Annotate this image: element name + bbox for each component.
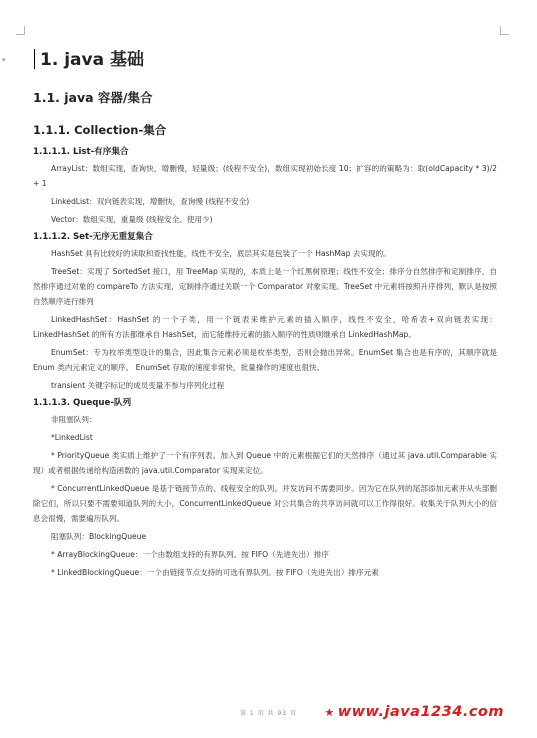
star-icon: ★ xyxy=(324,706,335,719)
paragraph-transient: transient 关键字标记的成员变量不参与序列化过程 xyxy=(51,381,225,390)
paragraph-linkedlist: LinkedList：双向链表实现，增删快，查询慢 (线程不安全) xyxy=(51,197,250,206)
text-cursor xyxy=(34,49,35,69)
paragraph-linkedhashset: LinkedHashSet：HashSet 的一个子类，用一个链表来维护元素的插入顺序，线性不安全，哈希表+双向链表实现：LinkedHashSet 的所有方法都继承自 HashSet，而它能维持元素的插入顺序的性质则继承自 LinkedHashMap。 xyxy=(33,315,497,339)
page-corner-mark-top-right xyxy=(500,26,509,35)
heading-4-list: 1.1.1.1. List-有序集合 xyxy=(33,147,129,157)
paragraph-treeset: TreeSet：实现了 SortedSet 接口，用 TreeMap 实现的，本质上是一个红黑树原理；线性不安全；排序分自然排序和定制排序，自然排序通过对象的 compareTo 方法实现，定制排序通过关联一个 Comparator 对象实现。TreeSet 中元素将按照升序排列，默认是按照自然顺序进行排列 xyxy=(33,267,497,306)
outline-collapse-icon[interactable]: ▾ xyxy=(2,56,6,64)
paragraph-hashset: HashSet 具有比较好的读取和查找性能，线性不安全，底层其实是包装了一个 HashMap 去实现的。 xyxy=(51,249,391,258)
document-page xyxy=(33,48,497,583)
paragraph-priorityqueue: * PriorityQueue 类实质上维护了一个有序列表。加入到 Queue 中的元素根据它们的天然排序（通过其 java.util.Comparable 实现）或者根据传递给构造函数的 java.util.Comparator 实现来定位。 xyxy=(33,451,497,475)
heading-1-text: 1. java 基础 xyxy=(40,50,144,70)
paragraph-enumset: EnumSet：专为枚举类型设计的集合，因此集合元素必须是枚举类型，否则会抛出异常。EnumSet 集合也是有序的，其顺序就是 Enum 类内元素定义的顺序。 EnumSet 存取的速度非常快，批量操作的速度也很快。 xyxy=(33,348,497,372)
heading-2: 1.1. java 容器/集合 xyxy=(33,90,153,105)
paragraph-nonblocking-queue: 非阻塞队列： xyxy=(51,415,97,424)
page-corner-mark-top-left xyxy=(16,26,25,35)
paragraph-arraylist: ArrayList：数组实现，查询快，增删慢，轻量级；(线程不安全)，数组实现初始长度 10；扩容的的策略为：取(oldCapacity * 3)/2 + 1 xyxy=(33,164,497,188)
paragraph-arrayblockingqueue: * ArrayBlockingQueue：一个由数组支持的有界队列。按 FIFO（先进先出）排序 xyxy=(51,550,329,559)
watermark-url: www.java1234.com xyxy=(337,704,504,720)
paragraph-linkedblockingqueue: * LinkedBlockingQueue：一个由链接节点支持的可选有界队列。按 FIFO（先进先出）排序元素 xyxy=(51,568,379,577)
heading-4-queue: 1.1.1.3. Queque-队列 xyxy=(33,398,132,408)
paragraph-blocking-queue: 阻塞队列：BlockingQueue xyxy=(51,532,147,541)
paragraph-linkedlist-queue: *LinkedList xyxy=(51,433,93,442)
heading-4-set: 1.1.1.2. Set-无序无重复集合 xyxy=(33,232,153,242)
paragraph-concurrentlinkedqueue: * ConcurrentLinkedQueue 是基于链接节点的、线程安全的队列。并发访问不需要同步。因为它在队列的尾部添加元素并从头部删除它们，所以只要不需要知道队列的大小，ConcurrentLinkedQueue 对公共集合的共享访问就可以工作得很好。收集关于队列大小的信息会很慢，需要遍历队列。 xyxy=(33,484,497,523)
heading-1 xyxy=(33,48,497,72)
page-footer: 第 1 页 共 93 页 xyxy=(240,710,297,717)
site-watermark xyxy=(324,704,504,720)
paragraph-vector: Vector：数组实现，重量级 (线程安全、使用少) xyxy=(51,215,213,224)
heading-3-collection: 1.1.1. Collection-集合 xyxy=(33,123,167,137)
